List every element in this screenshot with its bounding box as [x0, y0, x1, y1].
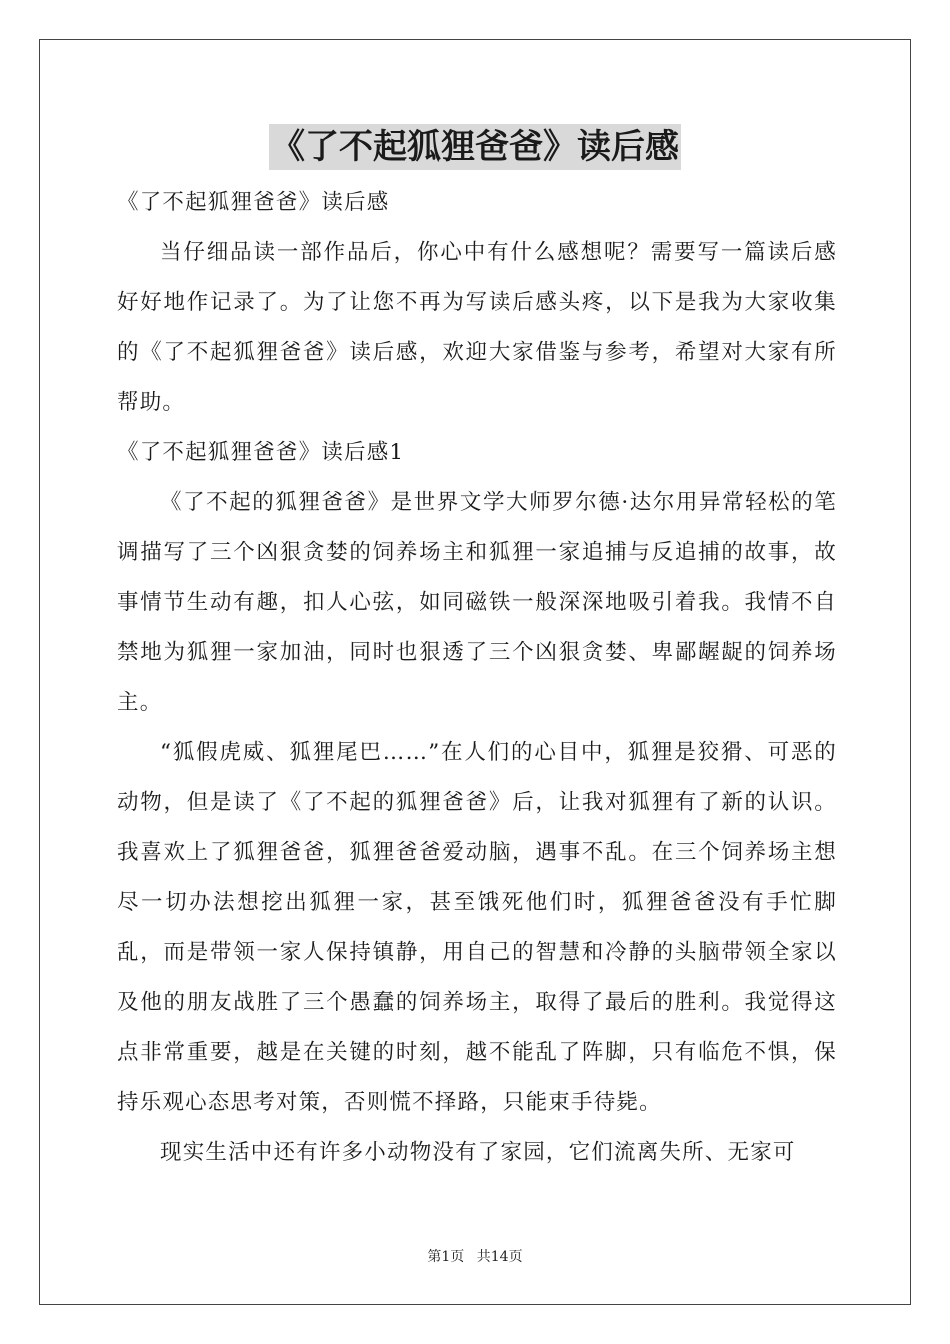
title-container [0, 124, 950, 170]
body-paragraph-2: “狐假虎威、狐狸尾巴……”在人们的心目中，狐狸是狡猾、可恶的动物，但是读了《了不起的狐狸爸爸》后，让我对狐狸有了新的认识。我喜欢上了狐狸爸爸，狐狸爸爸爱动脑，遇事不乱。在三个饲养场主想尽一切办法想挖出狐狸一家，甚至饿死他们时，狐狸爸爸没有手忙脚乱，而是带领一家人保持镇静，用自己的智慧和冷静的头脑带领全家以及他的朋友战胜了三个愚蠢的饲养场主，取得了最后的胜利。我觉得这点非常重要，越是在关键的时刻，越不能乱了阵脚，只有临危不惧，保持乐观心态思考对策，否则慌不择路，只能束手待毙。 [117, 740, 837, 1115]
page-number: 第1页 [427, 1249, 465, 1265]
document-body [117, 178, 837, 1178]
page-total: 共14页 [476, 1249, 523, 1265]
body-paragraph-3: 现实生活中还有许多小动物没有了家园，它们流离失所、无家可 [160, 1140, 796, 1165]
intro-paragraph: 当仔细品读一部作品后，你心中有什么感想呢？需要写一篇读后感好好地作记录了。为了让您不再为写读后感头疼，以下是我为大家收集的《了不起狐狸爸爸》读后感，欢迎大家借鉴与参考，希望对大家有所帮助。 [117, 240, 837, 415]
section-heading: 《了不起狐狸爸爸》读后感1 [117, 440, 405, 465]
document-title: 《了不起狐狸爸爸》读后感 [269, 124, 681, 170]
body-paragraph-1: 《了不起的狐狸爸爸》是世界文学大师罗尔德·达尔用异常轻松的笔调描写了三个凶狠贪婪的饲养场主和狐狸一家追捕与反追捕的故事，故事情节生动有趣，扣人心弦，如同磁铁一般深深地吸引着我。我情不自禁地为狐狸一家加油，同时也狠透了三个凶狠贪婪、卑鄙龌龊的饲养场主。 [117, 490, 837, 715]
page-footer [0, 1246, 950, 1266]
subtitle-line: 《了不起狐狸爸爸》读后感 [117, 190, 390, 215]
